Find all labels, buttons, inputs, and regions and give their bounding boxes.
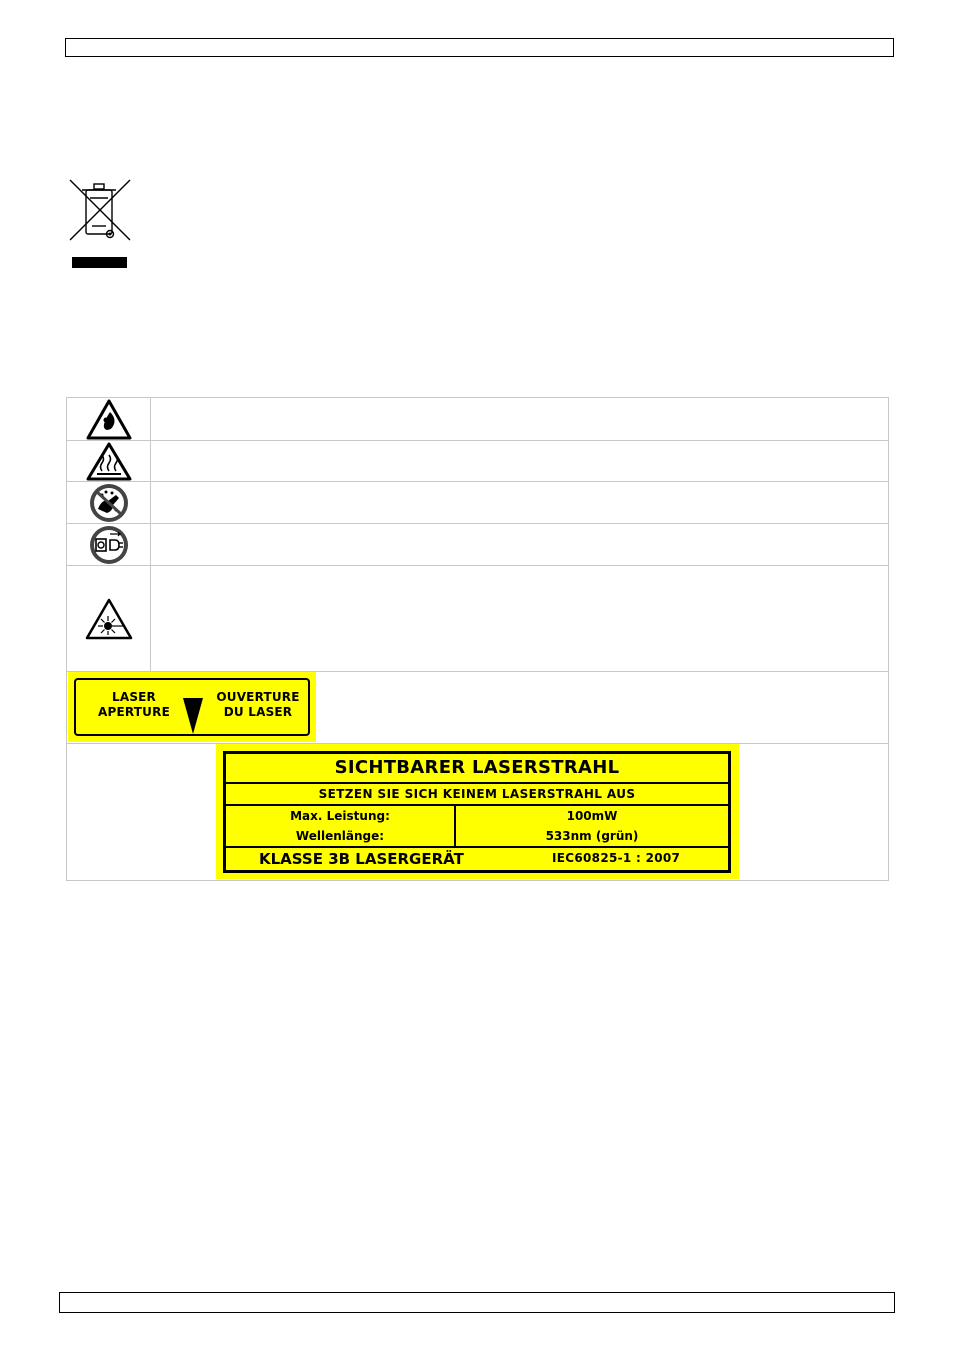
symbol-cell [67,441,151,482]
symbol-cell [67,566,151,672]
down-arrow-icon [183,698,203,734]
aperture-left-line1: LASER [111,690,156,704]
symbol-description [151,566,889,672]
wavelength-label: Wellenlänge: [295,829,385,843]
max-power-value: 100mW [566,809,618,823]
laser-aperture-label [68,672,316,742]
laser-label-class-row [226,848,728,870]
aperture-right-line1: OUVERTURE [216,690,300,704]
spec-values [456,806,728,846]
symbol-description [151,482,889,524]
max-power-label: Max. Leistung: [290,809,390,823]
aperture-left-text [90,690,178,720]
symbol-cell [67,482,151,524]
aperture-right-line2: DU LASER [223,705,293,719]
unplug-power-icon [88,525,130,565]
weee-crossed-bin-icon [66,176,134,270]
laser-label-subtitle: SETZEN SIE SICH KEINEM LASERSTRAHL AUS [226,784,728,806]
laser-label-specs [226,806,728,848]
aperture-right-text [208,690,308,720]
flammable-hand-warning-icon [86,398,132,440]
laser-hazard-icon [84,597,134,641]
spec-labels [226,806,456,846]
laser-warning-label [216,744,739,879]
no-water-electric-icon [88,483,130,523]
wavelength-value: 533nm (grün) [545,829,639,843]
aperture-left-line2: APERTURE [98,705,170,719]
laser-label-title: SICHTBARER LASERSTRAHL [226,754,728,784]
hot-surface-warning-icon [86,441,132,481]
header-box [65,38,894,57]
symbol-description [151,441,889,482]
symbol-description [151,524,889,566]
laser-label-frame [223,751,731,873]
symbol-description [151,398,889,441]
symbol-cell [67,398,151,441]
laser-standard: IEC60825-1 : 2007 [552,851,681,865]
footer-box [59,1292,895,1313]
laser-class: KLASSE 3B LASERGERÄT [259,850,464,868]
symbol-cell [67,524,151,566]
